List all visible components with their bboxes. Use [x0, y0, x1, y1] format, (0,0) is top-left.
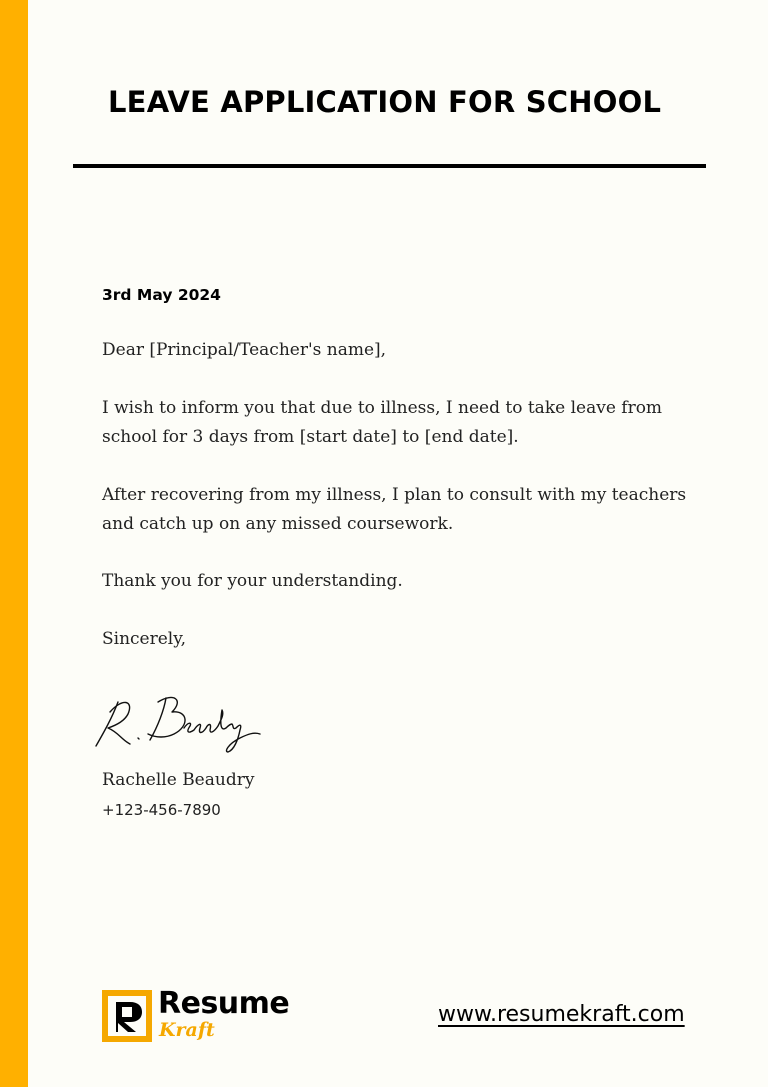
paragraph-thanks: Thank you for your understanding.	[102, 571, 403, 591]
salutation: Dear [Principal/Teacher's name],	[102, 340, 387, 360]
signature-image	[88, 688, 268, 758]
paragraph-catch-up: After recovering from my illness, I plan to consult with my teachers and catch up on any missed coursework.	[102, 485, 687, 534]
page-title: LEAVE APPLICATION FOR SCHOOL	[108, 85, 662, 119]
logo-r-icon	[102, 990, 152, 1042]
letter-date: 3rd May 2024	[102, 286, 221, 304]
website-link[interactable]: www.resumekraft.com	[438, 1002, 685, 1027]
paragraph-leave-request: I wish to inform you that due to illness, I need to take leave from school for 3 days from [start date] to [end date].	[102, 398, 663, 447]
logo-word-resume: Resume	[158, 986, 290, 1021]
sender-phone: +123-456-7890	[102, 801, 221, 819]
title-divider	[73, 164, 706, 168]
sender-name: Rachelle Beaudry	[102, 770, 255, 790]
closing: Sincerely,	[102, 629, 186, 649]
accent-stripe	[0, 0, 28, 1087]
resumekraft-logo	[102, 988, 302, 1044]
logo-word-kraft: Kraft	[159, 1019, 215, 1041]
